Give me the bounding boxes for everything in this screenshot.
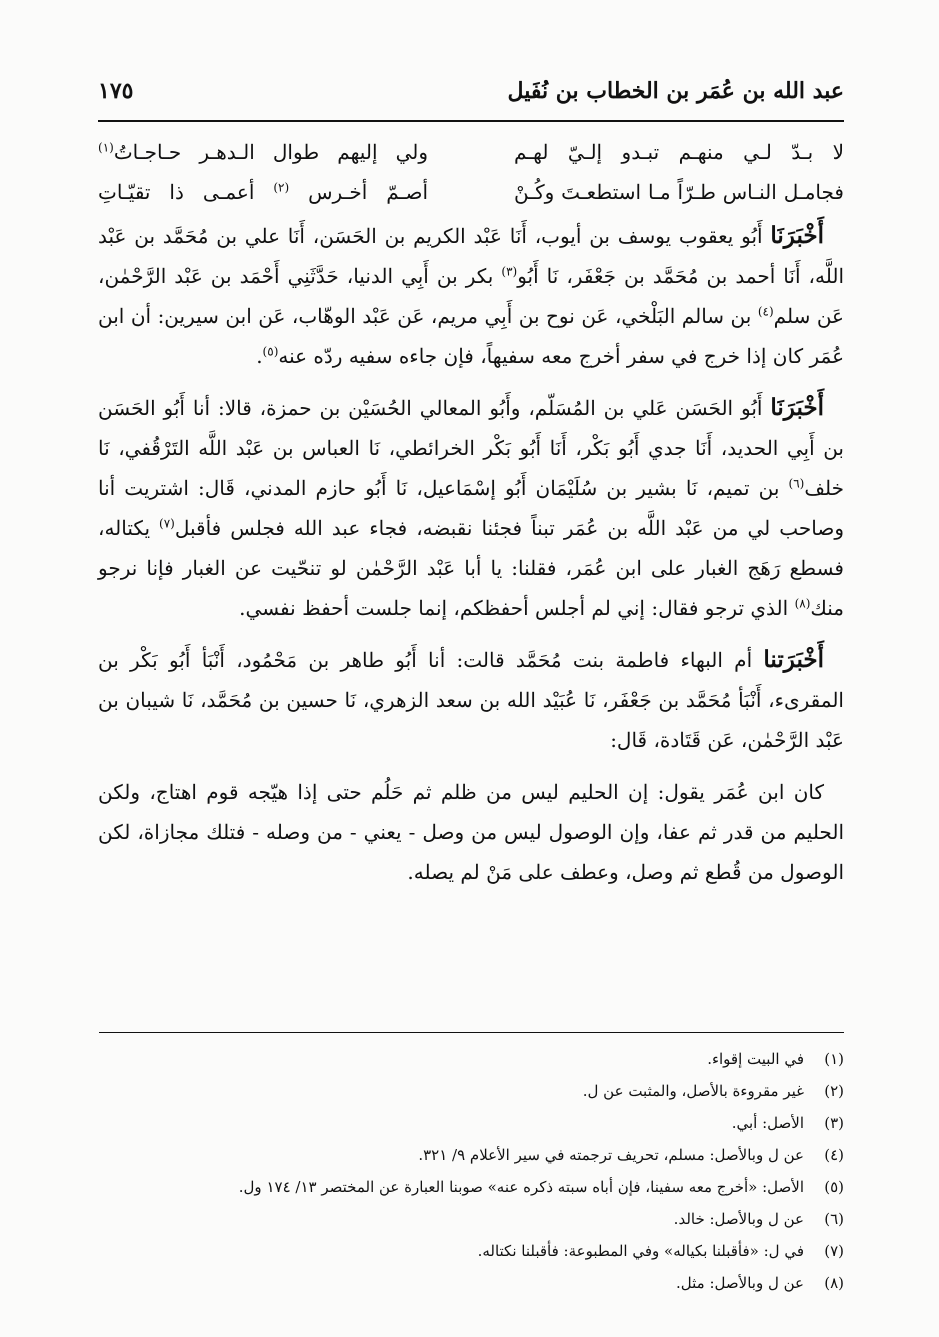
paragraph-lead: أَخْبَرَتنا <box>763 646 824 673</box>
footnote-ref: (٨) <box>794 596 811 611</box>
footnote-number: (٢) <box>824 1082 844 1100</box>
footnote-text: في البيت إقواء. <box>707 1050 804 1068</box>
footnote-text: عن ل وبالأصل: مثل. <box>676 1274 804 1292</box>
footnote-number: (٦) <box>824 1210 844 1228</box>
footnote-number: (٥) <box>824 1178 844 1196</box>
paragraph <box>98 388 844 628</box>
footnote <box>99 1139 844 1171</box>
footnote-text: الأصل: «أخرج معه سفينا، فإن أباه سبته ذكره عنه» صوبنا العبارة عن المختصر ١٣/ ١٧٤ ول. <box>238 1178 804 1196</box>
paragraph-text: بن سالم البَلْخي، عَن نوح بن أَبِي مريم، عَن عَبْد الوهّاب، عَن ابن سيرين: أن ابن عُمَر كان إذا خرج في سفر أخرج معه سفيهاً، فإن جاءه سفيه ردّه عنه <box>98 304 844 368</box>
footnote-number: (٧) <box>824 1242 844 1260</box>
footnote <box>99 1075 844 1107</box>
verse-hemistich-second <box>98 172 428 212</box>
page-number: ١٧٥ <box>98 78 134 104</box>
footnote-text: في ل: «فأقبلنا بكياله» وفي المطبوعة: فأقبلنا نكتاله. <box>477 1242 804 1260</box>
verse-text: ولي إليهم طوال الـدهـر حـاجـاتُ <box>113 140 428 164</box>
footnote-text: غير مقروءة بالأصل، والمثبت عن ل. <box>582 1082 804 1100</box>
footnote-number: (٤) <box>824 1146 844 1164</box>
paragraph-lead: أَخْبَرَنَا <box>770 394 825 421</box>
paragraph-lead: أَخْبَرَنَا <box>770 222 824 249</box>
footnote <box>99 1203 844 1235</box>
verse-text: أعمـى ذا تقيّـاتِ <box>98 180 255 204</box>
paragraph <box>98 640 844 760</box>
footnote-ref: (٣) <box>501 264 518 279</box>
footnote-ref: (٤) <box>757 304 774 319</box>
verse-hemistich-first: فجامـل النـاس طـرّاً مـا استطعـتَ وكُـنْ <box>514 180 844 204</box>
footnote <box>99 1043 844 1075</box>
footnote-ref: (٧) <box>159 516 175 531</box>
verse-hemistich-second <box>98 132 428 172</box>
poem <box>98 132 844 216</box>
verse-hemistich-first: لا بـدّ لـي منهـم تبـدو إلـيّ لهـم <box>514 140 844 164</box>
footnote-ref: (٦) <box>788 476 805 491</box>
footnote-ref: (٥) <box>262 344 279 359</box>
paragraph-text: بن تميم، نَا بشير بن سُلَيْمَان أَبُو إسْمَاعيل، نَا أَبُو حازم المدني، قَال: اشتريت أنا وصاحب لي من عَبْد اللَّه بن عُمَر تبناً فجئنا نقبضه، فجاء عبد الله فجلس فأقبل <box>98 476 845 540</box>
paragraph <box>98 772 844 892</box>
paragraph-text: يكتاله، فسطع رَهَج الغبار على ابن عُمَر، فقلنا: يا أبا عَبْد الرَّحْمٰن لو تنحّيت عن الغبار فإنا نرجو منك <box>98 516 844 620</box>
paragraph-text: . <box>256 344 263 368</box>
paragraph-text: كان ابن عُمَر يقول: إن الحليم ليس من ظلم ثم حَلُم حتى إذا هيّجه قوم اهتاج، ولكن الحليم من قدر ثم عفا، وإن الوصول ليس من وصل - يعني - من وصله - فتلك مجازاة، لكن الوصول من قُطع ثم وصل، وعطف على مَنْ لم يصله. <box>98 780 844 884</box>
running-head: عبد الله بن عُمَر بن الخطاب بن نُفَيل <box>507 78 844 104</box>
paragraph-text: أَبُو يعقوب يوسف بن أيوب، أَنَا عَبْد الكريم بن الحَسَن، أَنَا علي بن مُحَمَّد بن عَبْد اللَّه، أَنَا أحمد بن مُحَمَّد بن جَعْفَر، نَا أَبُو <box>98 224 844 288</box>
footnote <box>99 1235 844 1267</box>
main-text <box>98 132 844 904</box>
paragraph-text: بكر بن أَبِي الدنيا، حَدَّثَنِي أَحْمَد بن عَبْد الرَّحْمٰن، عَن سلم <box>98 264 844 328</box>
footnote-number: (١) <box>824 1050 844 1068</box>
verse-text: أصـمّ أخـرس <box>308 180 428 204</box>
footnote-text: عن ل وبالأصل: مسلم، تحريف ترجمته في سير الأعلام ٩/ ٣٢١. <box>418 1146 804 1164</box>
footnotes <box>99 1032 844 1299</box>
footnote-ref: (١) <box>98 140 114 155</box>
page-header <box>98 72 844 122</box>
footnote <box>99 1267 844 1299</box>
paragraph-text: أم البهاء فاطمة بنت مُحَمَّد قالت: أنا أَبُو طاهر بن مَحْمُود، أَنْبَأ أَبُو بَكْر بن المقرىء، أَنْبَأ مُحَمَّد بن جَعْفَر، نَا عُبَيْد الله بن سعد الزهري، نَا حسين بن مُحَمَّد، نَا شيبان بن عَبْد الرَّحْمٰن، عَن قَتَادة، قَال: <box>98 648 844 752</box>
footnote <box>99 1171 844 1203</box>
footnote-number: (٣) <box>824 1114 844 1132</box>
footnote-text: الأصل: أبي. <box>731 1114 804 1132</box>
verse-line <box>98 172 844 212</box>
footnote-text: عن ل وبالأصل: خالد. <box>673 1210 804 1228</box>
paragraph-text: الذي ترجو فقال: إني لم أجلس أحفظكم، إنما جلست أحفظ نفسي. <box>239 596 789 620</box>
footnote <box>99 1107 844 1139</box>
footnote-ref: (٢) <box>273 180 290 195</box>
paragraph <box>98 216 844 376</box>
paragraph-text: أَبُو الحَسَن عَلي بن المُسَلّم، وأَبُو المعالي الحُسَيْن بن حمزة، قالا: أنا أَبُو الحَسَن بن أَبِي الحديد، أَنَا جدي أَبُو بَكْر، أَنَا أَبُو بَكْر الخرائطي، نَا العباس بن عَبْد اللَّه التَرْقُفي، نَا خلف <box>98 396 845 500</box>
verse-line <box>98 132 844 172</box>
footnote-number: (٨) <box>824 1274 844 1292</box>
